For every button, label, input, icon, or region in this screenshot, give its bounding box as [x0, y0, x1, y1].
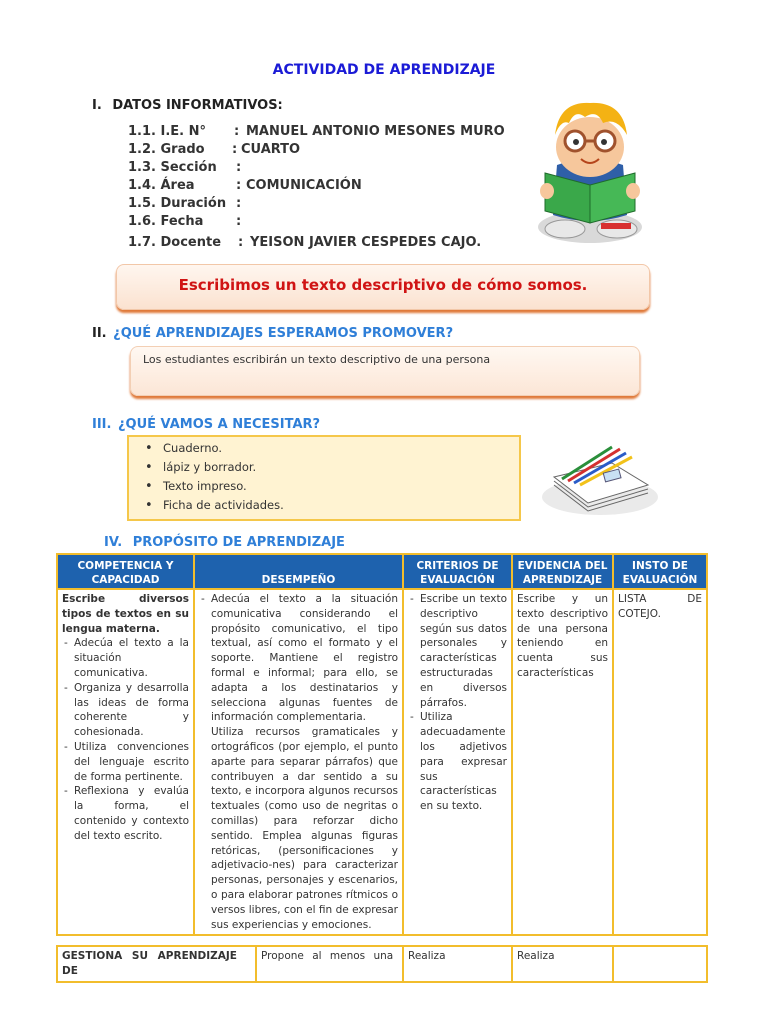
- section-label: ¿QUÉ APRENDIZAJES ESPERAMOS PROMOVER?: [113, 326, 454, 341]
- competencia-title: Escribe diversos tipos de textos en su lengua materna.: [62, 593, 189, 635]
- reading-boy-illustration: [535, 95, 645, 247]
- list-item: • Texto impreso.: [163, 477, 519, 496]
- section-label: ¿QUÉ VAMOS A NECESITAR?: [117, 417, 321, 432]
- criterio-item: - Utiliza adecuadamente los adjetivos para expresar sus características en su texto.: [420, 710, 507, 814]
- instrumento-cell: [613, 946, 707, 982]
- desempeno-continuation: Utiliza recursos gramaticales y ortográficos (por ejemplo, el punto aparte para separar párrafos) que contribuyen a dar sentido a su texto, e incorpora algunos recursos textuales (como uso de negritas o comillas) para reforzar dicho sentido. Emplea algunas figuras retóricas, (personificaciones y adjetivacio-nes) para caracterizar personas, personajes y escenarios, o para elaborar patrones rítmicos o versos libres, con el fin de expresar sus experiencias y emociones.: [211, 726, 398, 931]
- criterio-item: - Escribe un texto descriptivo según sus datos personales y características estructuradas en diversos párrafos.: [420, 592, 507, 710]
- datos-label: 1.4. Área: [128, 178, 195, 193]
- materiales-box: [127, 435, 521, 521]
- proposito-table-row2: [56, 945, 708, 983]
- table-row: [57, 589, 707, 935]
- table-header-row: [57, 554, 707, 589]
- competencia-cell: GESTIONA SU APRENDIZAJE DE: [57, 946, 256, 982]
- capacidad-item: - Organiza y desarrolla las ideas de forma coherente y cohesionada.: [74, 681, 189, 740]
- section-proposito-heading: [104, 535, 345, 550]
- activity-title-banner: Escribimos un texto descriptivo de cómo somos.: [116, 264, 650, 310]
- evidencia-cell: Escribe y un texto descriptivo de una persona teniendo en cuenta sus características: [512, 589, 613, 935]
- aprendizajes-box: [130, 346, 640, 396]
- datos-label: 1.6. Fecha: [128, 214, 204, 229]
- criterios-cell: [403, 589, 512, 935]
- col-header-instrumento: INSTO DE EVALUACIÓN: [613, 554, 707, 589]
- datos-value: MANUEL ANTONIO MESONES MURO: [246, 124, 505, 139]
- datos-value: CUARTO: [241, 142, 301, 157]
- datos-sep: :: [236, 160, 242, 175]
- datos-label: 1.7. Docente: [128, 235, 222, 250]
- capacidad-item: - Reflexiona y evalúa la forma, el contenido y contexto del texto escrito.: [74, 784, 189, 843]
- competencia-cell: [57, 589, 194, 935]
- section-number: III.: [92, 417, 112, 432]
- aprendizajes-text: Los estudiantes escribirán un texto descriptivo de una persona: [143, 353, 491, 366]
- datos-label: 1.5. Duración: [128, 196, 227, 211]
- datos-sep: :: [236, 196, 242, 211]
- school-supplies-illustration: [540, 435, 658, 517]
- section-datos-heading: [92, 98, 283, 113]
- datos-sep: :: [232, 142, 238, 157]
- datos-sep: :: [238, 235, 244, 250]
- section-number: IV.: [104, 535, 123, 550]
- section-label: DATOS INFORMATIVOS:: [112, 98, 283, 113]
- datos-sep: :: [236, 214, 242, 229]
- section-aprendizajes-heading: [92, 326, 453, 341]
- list-item: • Ficha de actividades.: [163, 496, 519, 515]
- criterios-cell: Realiza: [403, 946, 512, 982]
- list-item: • lápiz y borrador.: [163, 458, 519, 477]
- section-number: II.: [92, 326, 107, 341]
- datos-sep: :: [236, 178, 242, 193]
- evidencia-cell: Realiza: [512, 946, 613, 982]
- capacidad-item: - Adecúa el texto a la situación comunicativa.: [74, 636, 189, 680]
- instrumento-cell: LISTA DE COTEJO.: [613, 589, 707, 935]
- col-header-criterios: CRITERIOS DE EVALUACIÓN: [403, 554, 512, 589]
- datos-label: 1.1. I.E. N°: [128, 124, 206, 139]
- section-materiales-heading: [92, 417, 320, 432]
- col-header-evidencia: EVIDENCIA DEL APRENDIZAJE: [512, 554, 613, 589]
- section-number: I.: [92, 98, 102, 113]
- datos-label: 1.3. Sección: [128, 160, 217, 175]
- list-item: • Cuaderno.: [163, 439, 519, 458]
- proposito-table: [56, 553, 708, 936]
- table-row: [57, 946, 707, 982]
- datos-label: 1.2. Grado: [128, 142, 205, 157]
- desempeno-cell: [194, 589, 403, 935]
- datos-value: COMUNICACIÓN: [246, 178, 362, 193]
- section-label: PROPÓSITO DE APRENDIZAJE: [132, 535, 345, 550]
- col-header-desempeno: DESEMPEÑO: [194, 554, 403, 589]
- datos-sep: :: [234, 124, 240, 139]
- desempeno-item: - Adecúa el texto a la situación comunicativa considerando el propósito comunicativo, el tipo textual, así como el formato y el soporte. Mantiene el registro formal e informal; para ello, se adapta a los destinatarios y selecciona algunas fuentes de información complementaria.: [211, 592, 398, 725]
- document-title: ACTIVIDAD DE APRENDIZAJE: [272, 62, 496, 78]
- datos-value: YEISON JAVIER CESPEDES CAJO.: [250, 235, 482, 250]
- col-header-competencia: COMPETENCIA Y CAPACIDAD: [57, 554, 194, 589]
- desempeno-cell: Propone al menos una: [256, 946, 403, 982]
- capacidad-item: - Utiliza convenciones del lenguaje escrito de forma pertinente.: [74, 740, 189, 784]
